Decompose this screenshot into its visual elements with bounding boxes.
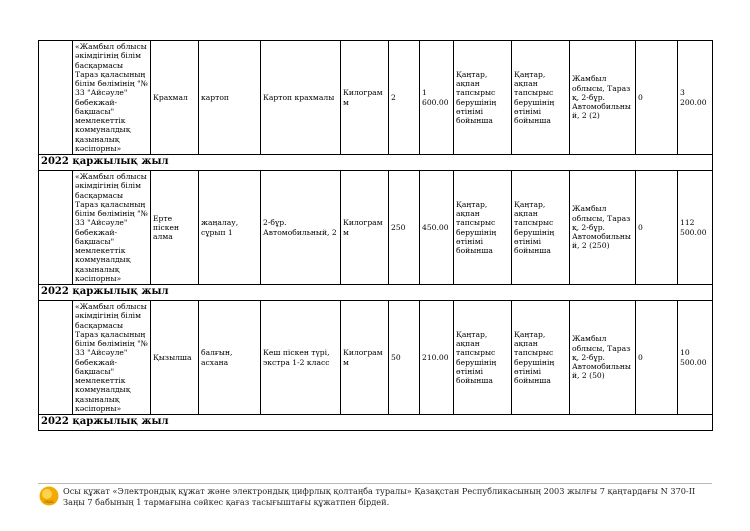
advance-cell: 0 [636,41,678,155]
customer-cell: «Жамбыл облысы әкімдігінің білім басқармасы Тараз қаласының білім бөлімінің "№ 33 "Айсәуле" бөбекжай-бақшасы" мемлекеттік коммуналдық қазыналық кәсіпорны» [73,171,151,285]
delivery-term-cell: Қаңтар, ақпан тапсырыс берушінің өтінімі бойынша [454,41,512,155]
item-description-cell: Картоп крахмалы [261,41,341,155]
unit-cell: Килограмм [341,41,389,155]
item-name-cell: Қызылша [151,301,199,415]
table-row [39,41,713,155]
blank-cell [39,41,73,155]
unit-cell: Килограмм [341,301,389,415]
delivery-term-cell-2: Қаңтар, ақпан тапсырыс берушінің өтінімі бойынша [512,41,570,155]
year-row [39,285,713,301]
advance-cell: 0 [636,301,678,415]
year-row [39,155,713,171]
unit-cell: Килограмм [341,171,389,285]
price-cell: 1 600.00 [420,41,454,155]
customer-cell: «Жамбыл облысы әкімдігінің білім басқармасы Тараз қаласының білім бөлімінің "№ 33 "Айсәуле" бөбекжай-бақшасы" мемлекеттік коммуналдық қазыналық кәсіпорны» [73,301,151,415]
table-row [39,171,713,285]
financial-year-label: 2022 қаржылық жыл [39,285,713,301]
financial-year-label: 2022 қаржылық жыл [39,415,713,431]
item-description-cell: Кеш піскен түрі, экстра 1-2 класс [261,301,341,415]
customer-cell: «Жамбыл облысы әкімдігінің білім басқармасы Тараз қаласының білім бөлімінің "№ 33 "Айсәуле" бөбекжай-бақшасы" мемлекеттік коммуналдық қазыналық кәсіпорны» [73,41,151,155]
item-type-cell: балғын, асхана [199,301,261,415]
item-name-cell: Крахмал [151,41,199,155]
financial-year-label: 2022 қаржылық жыл [39,155,713,171]
delivery-term-cell-2: Қаңтар, ақпан тапсырыс берушінің өтінімі бойынша [512,171,570,285]
blank-cell [39,301,73,415]
year-row [39,415,713,431]
quantity-cell: 2 [389,41,420,155]
item-type-cell: картоп [199,41,261,155]
seal-text: ЭҚАБ [44,500,54,504]
price-cell: 450.00 [420,171,454,285]
quantity-cell: 50 [389,301,420,415]
item-type-cell: жаңалау, сұрып 1 [199,171,261,285]
price-cell: 210.00 [420,301,454,415]
e-gov-seal-icon [39,486,59,506]
delivery-term-cell: Қаңтар, ақпан тапсырыс берушінің өтінімі бойынша [454,171,512,285]
delivery-place-cell: Жамбыл облысы, Тараз қ, 2-бұр. Автомобильный, 2 (50) [570,301,636,415]
advance-cell: 0 [636,171,678,285]
legal-notice: Осы құжат «Электрондық құжат және электрондық цифрлық қолтаңба туралы» Қазақстан Республикасының 2003 жылғы 7 қаңтардағы N 370-II Заңы 7 бабының 1 тармағына сәйкес қағаз тасығыштағы құжатпен бірдей. [63,486,696,507]
blank-cell [39,171,73,285]
table-row [39,301,713,415]
footer-divider [38,483,712,484]
item-name-cell: Ерте піскен алма [151,171,199,285]
total-sum-cell: 10 500.00 [678,301,713,415]
delivery-term-cell-2: Қаңтар, ақпан тапсырыс берушінің өтінімі бойынша [512,301,570,415]
delivery-term-cell: Қаңтар, ақпан тапсырыс берушінің өтінімі бойынша [454,301,512,415]
item-description-cell: 2-бұр. Автомобильный, 2 [261,171,341,285]
quantity-cell: 250 [389,171,420,285]
procurement-table [38,40,713,431]
delivery-place-cell: Жамбыл облысы, Тараз қ, 2-бұр. Автомобильный, 2 (2) [570,41,636,155]
total-sum-cell: 3 200.00 [678,41,713,155]
delivery-place-cell: Жамбыл облысы, Тараз қ, 2-бұр. Автомобильный, 2 (250) [570,171,636,285]
total-sum-cell: 112 500.00 [678,171,713,285]
